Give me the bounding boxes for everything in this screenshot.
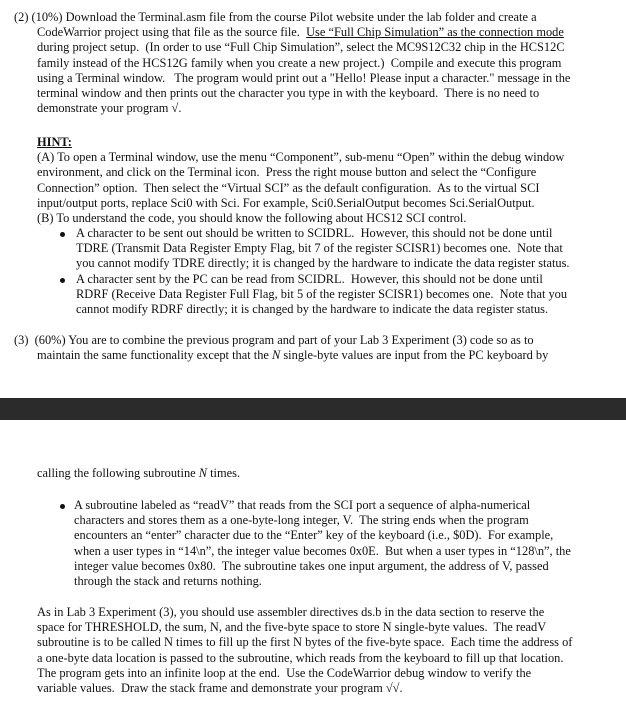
q2-line: demonstrate your program √. — [37, 101, 182, 116]
bullet-line: A character to be sent out should be written to SCIDRL. However, this should not be done until — [76, 226, 553, 240]
q2-line: (2) (10%) Download the Terminal.asm file from the course Pilot website under the lab folder and create a — [14, 10, 537, 24]
paragraph-line: variable values. Draw the stack frame and demonstrate your program √√. — [37, 681, 403, 696]
hint-line: (A) To open a Terminal window, use the menu “Component”, sub-menu “Open” within the debug window — [37, 150, 565, 165]
hint-line: environment, and click on the Terminal icon. Press the right mouse button and select the “Configure — [37, 165, 537, 180]
bullet-line: through the stack and returns nothing. — [74, 574, 262, 589]
bullet-icon — [60, 278, 65, 283]
bullet-line: A character sent by the PC can be read from SCIDRL. However, this should not be done until — [76, 272, 543, 286]
q3-line: (3) (60%) You are to combine the previous program and part of your Lab 3 Experiment (3) code so as to — [14, 333, 534, 347]
paragraph-line: subroutine is to be called N times to fill up the first N bytes of the five-byte space. Each time the address of — [37, 635, 573, 650]
bullet-icon — [60, 504, 65, 509]
paragraph-line: space for THRESHOLD, the sum, N, and the five-byte space to store N single-byte values. The readV — [37, 620, 547, 635]
bullet-line: when a user types in “14\n”, the integer value becomes 0x0E. But when a user types in “128\n”, the — [74, 543, 571, 558]
bullet-line: TDRE (Transmit Data Register Empty Flag, bit 7 of the register SCISR1) becomes one. Note that — [76, 241, 563, 256]
calling-line: calling the following subroutine N times. — [37, 466, 241, 480]
closing-paragraph — [37, 605, 623, 696]
q2-line: CodeWarrior project using that file as the source file. Use “Full Chip Simulation” as the connection mode — [37, 25, 564, 40]
hint-line: (B) To understand the code, you should know the following about HCS12 SCI control. — [37, 211, 467, 226]
hint-section — [37, 135, 623, 226]
bullet-line: encounters an “enter” character due to the “Enter” key of the keyboard (i.e., $0D). For example, — [74, 528, 554, 543]
paragraph-line: The program gets into an infinite loop at the end. Use the CodeWarrior debug window to verify the — [37, 665, 532, 680]
question-2 — [14, 10, 620, 116]
q2-underlined-text: Use “Full Chip Simulation” as the connection mode — [306, 25, 564, 40]
q2-line: using a Terminal window. The program would print out a "Hello! Please input a character." message in the — [37, 70, 571, 85]
bullet-icon — [60, 232, 65, 237]
bullet-line: you cannot modify TDRE directly; it is changed by the hardware to indicate the data register status. — [76, 256, 570, 271]
bullet-line: cannot modify RDRF directly; it is changed by the hardware to indicate the data register status. — [76, 302, 549, 317]
q2-line: during project setup. (In order to use “Full Chip Simulation”, select the MC9S12C32 chip in the HCS12C — [37, 40, 565, 55]
hint-line: Connection” option. Then select the “Virtual SCI” as the default configuration. As to the virtual SCI — [37, 180, 540, 195]
bullet-line: A subroutine labeled as “readV” that reads from the SCI port a sequence of alpha-numerical — [74, 498, 531, 512]
page-divider-bar — [0, 398, 626, 420]
bullet-line: characters and stores them as a one-byte-long integer, V. The string ends when the program — [74, 513, 529, 528]
q3-line: maintain the same functionality except that the N single-byte values are input from the PC keyboard by — [37, 348, 549, 363]
paragraph-line: As in Lab 3 Experiment (3), you should use assembler directives ds.b in the data section to reserve the — [37, 605, 545, 619]
hint-line: input/output ports, replace Sci0 with Sci. For example, Sci0.SerialOutput becomes Sci.SerialOutput. — [37, 195, 535, 210]
question-3 — [14, 333, 622, 363]
hint-title: HINT: — [37, 135, 72, 149]
q2-line: family instead of the HCS12G family when you create a new project.) Compile and execute this program — [37, 55, 562, 70]
bullet-line: integer value becomes 0x80. The subroutine takes one input argument, the address of V, passed — [74, 558, 549, 573]
q2-line: terminal window and then prints out the character you type in with the keyboard. There is no need to — [37, 86, 540, 101]
paragraph-line: a one-byte data location is passed to the subroutine, which reads from the keyboard to fill up that location. — [37, 650, 564, 665]
bullet-line: RDRF (Receive Data Register Full Flag, bit 5 of the register SCISR1) becomes one. Note that you — [76, 287, 568, 302]
